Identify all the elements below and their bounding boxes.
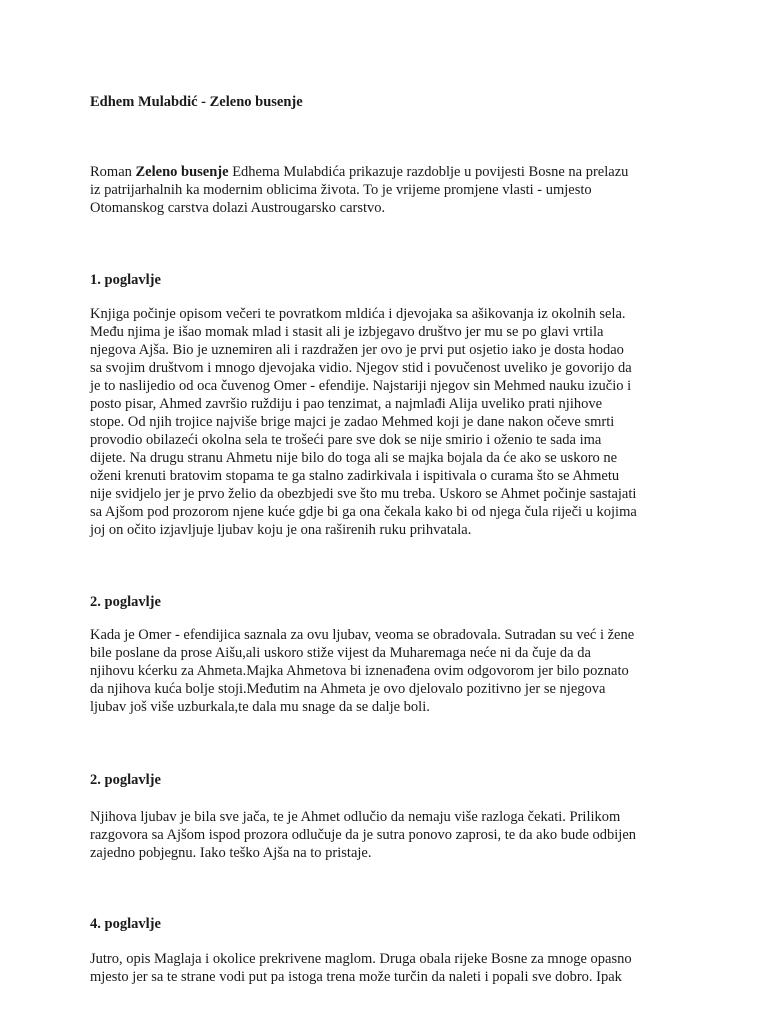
- section-1-heading: 1. poglavlje: [90, 272, 161, 288]
- section-2-line: ljubav još više uzburkala,te dala mu snage da se dalje boli.: [90, 699, 430, 715]
- section-1-line: provodio obilazeći okolna sela te trošeći pare sve dok se nije smirio i oženio te sada ima: [90, 432, 602, 448]
- section-3-line: razgovora sa Ajšom ispod prozora odlučuje da je sutra ponovo zaprosi, te da ako bude odbijen: [90, 827, 637, 843]
- section-3-line: Njihova ljubav je bila sve jača, te je Ahmet odlučio da nemaju više razloga čekati. Prilikom: [90, 809, 621, 825]
- intro-line-3: Otomanskog carstva dolazi Austrougarsko carstvo.: [90, 200, 386, 216]
- section-1-line: njegova Ajša. Bio je uznemiren ali i razdražen jer ovo je prvi put osjetio iako je dosta hodao: [90, 342, 624, 358]
- section-2-line: da njihova kuća bolje stoji.Međutim na Ahmeta je ovo djelovalo pozitivno jer se njegova: [90, 681, 606, 697]
- section-4-paragraph: [90, 950, 690, 986]
- section-1-line: Među njima je išao momak mlad i stasit ali je izbjegavo društvo jer mu se po glavi vrtila: [90, 324, 604, 340]
- section-1-line: posto pisar, Ahmed završio ruždiju i pao tenzimat, a najmlađi Alija uveliko prati njihove: [90, 396, 603, 412]
- section-1-line: Knjiga počinje opisom večeri te povratkom mldića i djevojaka sa ašikovanja iz okolnih sela.: [90, 306, 626, 322]
- section-1-line: dijete. Na drugu stranu Ahmetu nije bilo do toga ali se majka bojala da će ako se uskoro ne: [90, 450, 618, 466]
- section-4-line: Jutro, opis Maglaja i okolice prekrivene maglom. Druga obala rijeke Bosne za mnoge opasno: [90, 951, 632, 967]
- section-1-line: stope. Od njih trojice najviše brige majci je zadao Mehmed koji je dane nakon očeve smrti: [90, 414, 615, 430]
- intro-line-1-rest: Edhema Mulabdića prikazuje razdoblje u povijesti Bosne na prelazu: [228, 164, 629, 180]
- section-2-line: njihovu kćerku za Ahmeta.Majka Ahmetova bi iznenađena ovim odgovorom jer bilo poznato: [90, 663, 629, 679]
- section-1-line: sa svojim društvom i mnogo djevojaka vidio. Njegov stid i povučenost uveliko je govorijo da: [90, 360, 632, 376]
- intro-line-2: iz patrijarhalnih ka modernim oblicima života. To je vrijeme promjene vlasti - umjesto: [90, 182, 592, 198]
- section-1-line: sa Ajšom pod prozorom njene kuće gdje bi ga ona čekala kako bi od njega čula riječi u kojima: [90, 504, 637, 520]
- document-title: Edhem Mulabdić - Zeleno busenje: [90, 94, 303, 110]
- section-2-heading: 2. poglavlje: [90, 594, 161, 610]
- section-1-line: oženi krenuti bratovim stopama te ga stalno zadirkivala i ispitivala o curama što se Ahmetu: [90, 468, 620, 484]
- section-2-paragraph: [90, 626, 690, 716]
- section-2-line: Kada je Omer - efendijica saznala za ovu ljubav, veoma se obradovala. Sutradan su već i žene: [90, 627, 635, 643]
- section-4-line: mjesto jer sa te strane vodi put pa istoga trena može turčin da naleti i popali sve dobro. Ipak: [90, 969, 622, 985]
- section-1-paragraph: [90, 305, 690, 539]
- section-4-heading: 4. poglavlje: [90, 916, 161, 932]
- section-3-heading: 2. poglavlje: [90, 772, 161, 788]
- section-1-line: je to naslijedio od oca čuvenog Omer - efendije. Najstariji njegov sin Mehmed nauku izučio i: [90, 378, 632, 394]
- section-3-line: zajedno pobjegnu. Iako teško Ajša na to pristaje.: [90, 845, 372, 861]
- section-2-line: bile poslane da prose Aišu,ali uskoro stiže vijest da Muharemaga neće ni da čuje da da: [90, 645, 591, 661]
- intro-line-1: [90, 163, 690, 181]
- section-1-line: joj on očito izjavljuje ljubav koju je ona raširenih ruku prihvatala.: [90, 522, 472, 538]
- section-3-paragraph: [90, 808, 690, 862]
- intro-paragraph: [90, 163, 690, 217]
- intro-prefix: Roman: [90, 164, 136, 180]
- section-1-line: nije svidjelo jer je prvo želio da obezbjedi sve što mu treba. Uskoro se Ahmet počinje sastajati: [90, 486, 637, 502]
- intro-bold-title: Zeleno busenje: [135, 164, 229, 180]
